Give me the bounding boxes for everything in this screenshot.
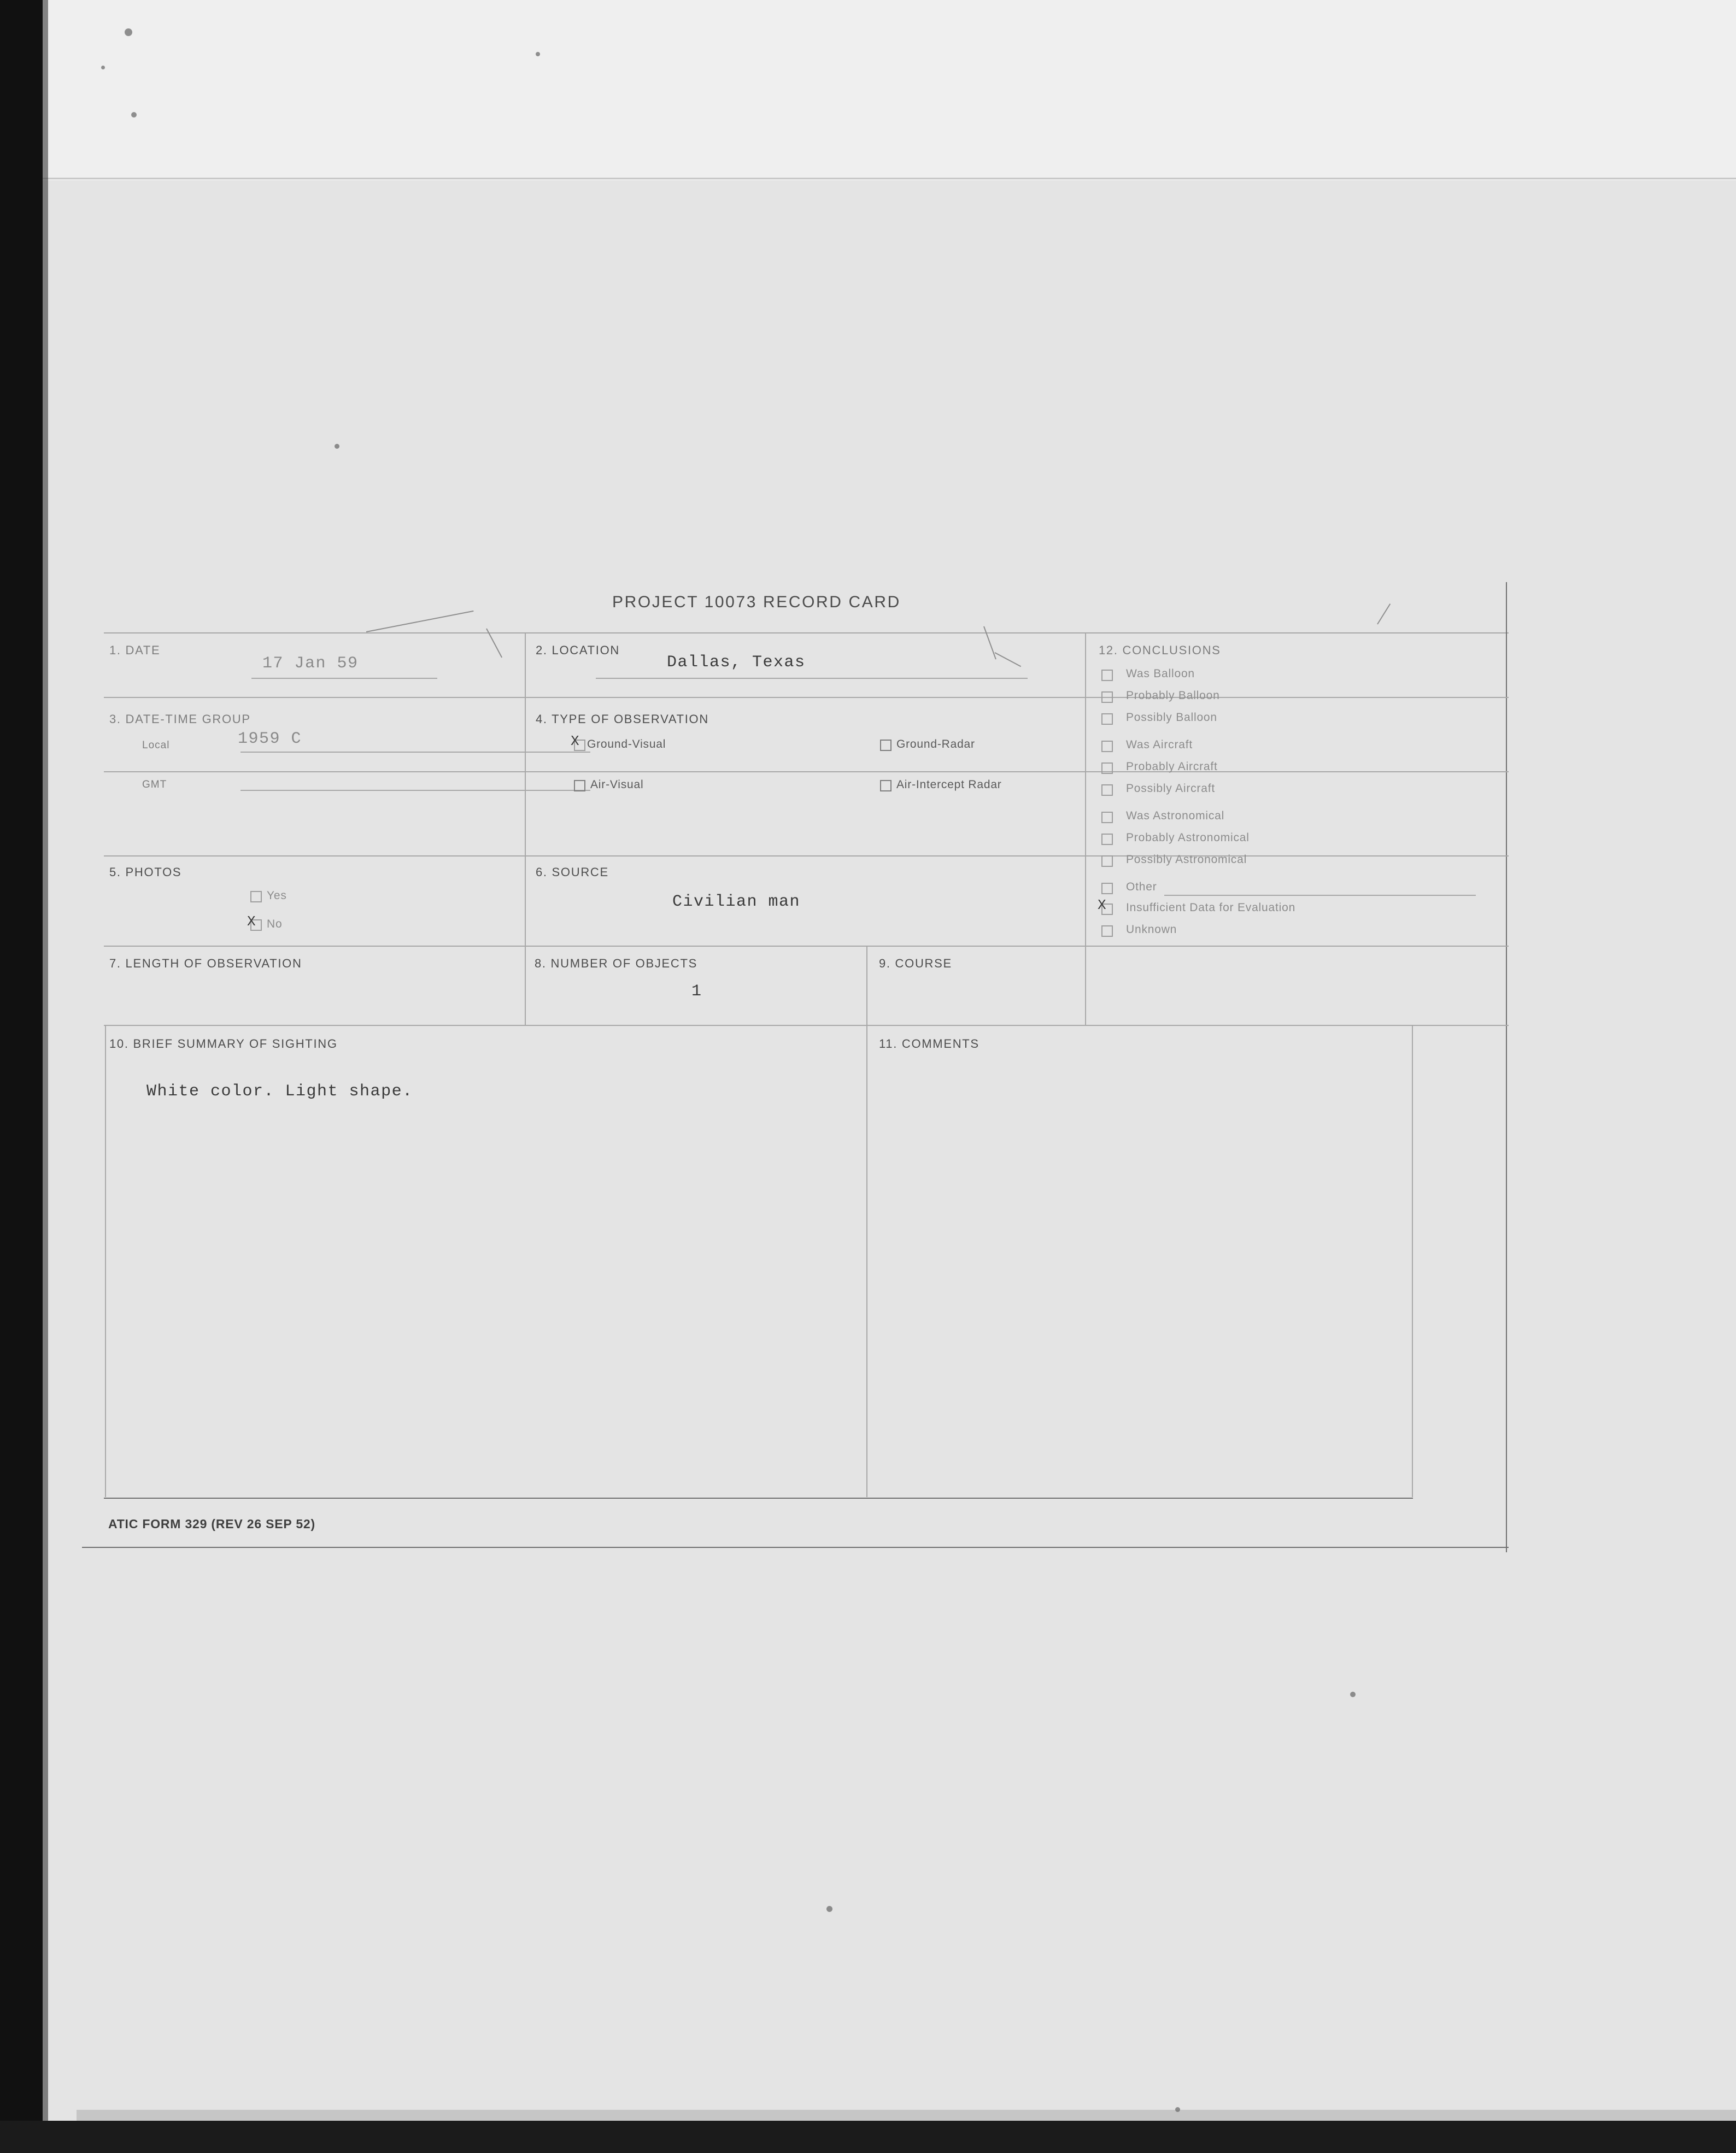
value-local-time: 1959 C — [238, 730, 302, 748]
checkbox-probably-astronomical[interactable] — [1101, 834, 1113, 845]
checkmark-ground-visual: X — [571, 733, 579, 749]
underline-other — [1164, 895, 1476, 896]
label-length-of-observation: 7. LENGTH OF OBSERVATION — [109, 957, 302, 970]
col-sep-4 — [866, 1026, 867, 1497]
option-probably-balloon[interactable]: Probably Balloon — [1126, 689, 1220, 702]
value-source: Civilian man — [672, 893, 801, 911]
underline-date — [251, 678, 437, 679]
dust-speck — [125, 28, 132, 36]
scan-bottom-edge — [0, 2121, 1736, 2153]
label-local-time: Local — [142, 740, 170, 751]
value-date: 17 Jan 59 — [262, 654, 359, 673]
checkbox-possibly-balloon[interactable] — [1101, 713, 1113, 725]
label-conclusions: 12. CONCLUSIONS — [1099, 643, 1221, 657]
page-right-margin — [1506, 582, 1507, 1552]
frame-left — [105, 1026, 106, 1497]
option-air-intercept-radar[interactable]: Air-Intercept Radar — [896, 778, 1002, 791]
card-title: PROJECT 10073 RECORD CARD — [612, 593, 901, 611]
checkbox-air-intercept-radar[interactable] — [880, 780, 892, 791]
option-ground-radar[interactable]: Ground-Radar — [896, 738, 975, 750]
dust-speck — [536, 52, 540, 56]
checkmark-insufficient-data: X — [1098, 897, 1106, 913]
option-other[interactable]: Other — [1126, 881, 1157, 893]
checkbox-photos-yes[interactable] — [250, 891, 262, 902]
dust-speck — [335, 444, 339, 449]
option-photos-yes[interactable]: Yes — [267, 889, 287, 902]
col-sep-3 — [866, 946, 867, 1025]
option-possibly-aircraft[interactable]: Possibly Aircraft — [1126, 782, 1215, 795]
label-location: 2. LOCATION — [536, 643, 620, 657]
record-card — [104, 593, 1618, 1566]
checkbox-unknown[interactable] — [1101, 925, 1113, 937]
value-brief-summary: White color. Light shape. — [146, 1082, 413, 1101]
rule-top — [104, 632, 1509, 633]
frame-right — [1412, 1026, 1413, 1497]
value-location: Dallas, Texas — [667, 653, 806, 672]
rule-row2 — [104, 697, 1509, 698]
option-photos-no[interactable]: No — [267, 918, 283, 930]
checkbox-probably-balloon[interactable] — [1101, 691, 1113, 703]
paper-top-band — [43, 0, 1736, 180]
option-air-visual[interactable]: Air-Visual — [590, 778, 644, 791]
underline-location — [596, 678, 1028, 679]
dust-speck — [101, 66, 105, 69]
option-possibly-balloon[interactable]: Possibly Balloon — [1126, 711, 1217, 724]
value-number-of-objects: 1 — [691, 982, 702, 1001]
rule-row5 — [104, 946, 1509, 947]
rule-row3 — [104, 771, 1509, 772]
option-was-balloon[interactable]: Was Balloon — [1126, 667, 1195, 680]
checkbox-probably-aircraft[interactable] — [1101, 762, 1113, 774]
col-sep-2 — [1085, 633, 1086, 1025]
checkbox-possibly-aircraft[interactable] — [1101, 784, 1113, 796]
option-probably-astronomical[interactable]: Probably Astronomical — [1126, 831, 1250, 844]
label-number-of-objects: 8. NUMBER OF OBJECTS — [535, 957, 698, 970]
underline-gmt — [241, 790, 590, 791]
checkbox-was-astronomical[interactable] — [1101, 812, 1113, 823]
label-type-of-observation: 4. TYPE OF OBSERVATION — [536, 712, 709, 726]
checkbox-possibly-astronomical[interactable] — [1101, 855, 1113, 867]
label-photos: 5. PHOTOS — [109, 865, 182, 879]
label-source: 6. SOURCE — [536, 865, 609, 879]
pen-stroke — [983, 626, 996, 660]
dust-speck — [1175, 2107, 1180, 2112]
scan-left-edge — [43, 0, 48, 2153]
rule-row6 — [104, 1025, 1509, 1026]
pen-stroke — [1377, 603, 1391, 624]
option-possibly-astronomical[interactable]: Possibly Astronomical — [1126, 853, 1247, 866]
rule-row4 — [104, 855, 1509, 856]
checkbox-ground-radar[interactable] — [880, 740, 892, 751]
label-course: 9. COURSE — [879, 957, 952, 970]
option-was-aircraft[interactable]: Was Aircraft — [1126, 738, 1193, 751]
label-comments: 11. COMMENTS — [879, 1037, 980, 1051]
option-was-astronomical[interactable]: Was Astronomical — [1126, 809, 1225, 822]
option-ground-visual[interactable]: Ground-Visual — [587, 738, 666, 750]
label-datetime-group: 3. DATE-TIME GROUP — [109, 712, 251, 726]
paper-fold-line — [43, 178, 1736, 179]
dust-speck — [1350, 1692, 1356, 1697]
checkbox-was-balloon[interactable] — [1101, 670, 1113, 681]
dust-speck — [131, 112, 137, 118]
form-number-footer: ATIC FORM 329 (REV 26 SEP 52) — [108, 1517, 315, 1531]
option-insufficient-data[interactable]: Insufficient Data for Evaluation — [1126, 901, 1296, 914]
col-sep-1 — [525, 633, 526, 1025]
option-probably-aircraft[interactable]: Probably Aircraft — [1126, 760, 1218, 773]
rule-bottom — [104, 1498, 1413, 1499]
pen-stroke — [366, 611, 474, 632]
checkbox-air-visual[interactable] — [574, 780, 585, 791]
checkmark-photos-no: X — [247, 913, 256, 930]
label-brief-summary: 10. BRIEF SUMMARY OF SIGHTING — [109, 1037, 338, 1051]
dust-speck — [826, 1906, 832, 1912]
option-unknown[interactable]: Unknown — [1126, 923, 1177, 936]
rule-footer — [82, 1547, 1509, 1548]
pen-stroke — [995, 652, 1022, 667]
checkbox-other[interactable] — [1101, 883, 1113, 894]
label-date: 1. DATE — [109, 643, 161, 657]
label-gmt: GMT — [142, 779, 167, 790]
underline-local-time — [241, 752, 590, 753]
checkbox-was-aircraft[interactable] — [1101, 741, 1113, 752]
